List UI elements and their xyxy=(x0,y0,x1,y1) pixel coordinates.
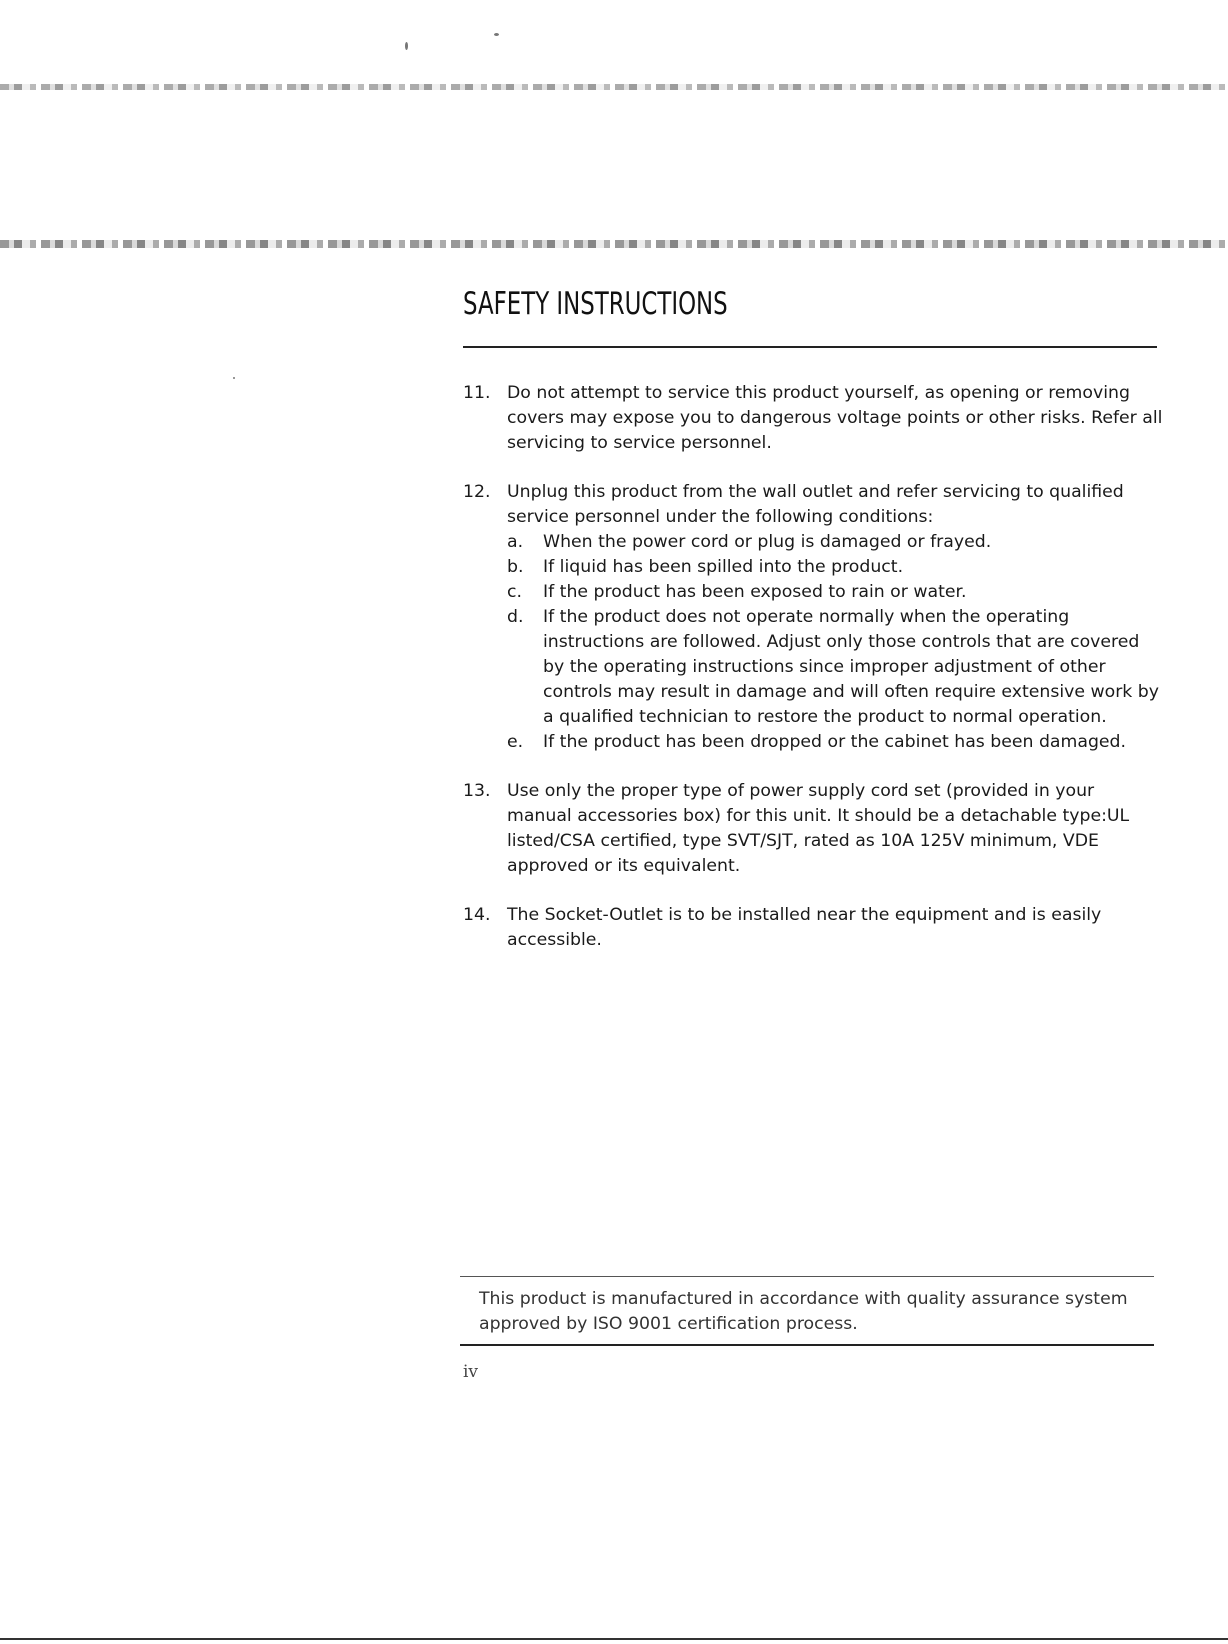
scan-speck xyxy=(233,377,235,379)
sub-item-letter: c. xyxy=(507,582,522,602)
instructions-list xyxy=(463,381,1163,977)
sub-item-text: If the product has been dropped or the cabinet has been damaged. xyxy=(543,732,1127,752)
item-text: Unplug this product from the wall outlet and refer servicing to qualified service personnel under the following conditions: xyxy=(507,482,1124,527)
sub-item xyxy=(507,580,1163,605)
sub-item-text: When the power cord or plug is damaged or frayed. xyxy=(543,532,992,552)
scan-artifact-middle xyxy=(0,240,1228,248)
sub-item xyxy=(507,530,1163,555)
sub-item xyxy=(507,730,1163,755)
scan-speck xyxy=(494,33,499,36)
bottom-divider xyxy=(0,1638,1228,1640)
item-number: 13. xyxy=(463,781,491,801)
sub-item xyxy=(507,605,1163,730)
title-divider xyxy=(463,346,1157,348)
sub-item xyxy=(507,555,1163,580)
sub-list xyxy=(507,530,1163,755)
sub-item-text: If the product does not operate normally when the operating instructions are followed. Adjust only those controls that are covered by the operating instructions since improper adjustment of other controls may result in damage and will often require extensive work by a qualified technician to restore the product to normal operation. xyxy=(543,607,1160,727)
scan-artifact-top xyxy=(0,84,1228,90)
list-item xyxy=(463,779,1163,879)
sub-item-letter: d. xyxy=(507,607,524,627)
sub-item-letter: a. xyxy=(507,532,524,552)
list-item xyxy=(463,903,1163,953)
sub-item-letter: e. xyxy=(507,732,524,752)
item-number: 14. xyxy=(463,905,491,925)
item-number: 12. xyxy=(463,482,491,502)
scan-speck xyxy=(405,42,408,50)
item-text: The Socket-Outlet is to be installed near the equipment and is easily accessible. xyxy=(507,905,1102,950)
sub-item-text: If the product has been exposed to rain or water. xyxy=(543,582,967,602)
item-number: 11. xyxy=(463,383,491,403)
page-number: iv xyxy=(463,1362,479,1382)
sub-item-text: If liquid has been spilled into the product. xyxy=(543,557,904,577)
list-item xyxy=(463,381,1163,456)
quality-notice-box xyxy=(460,1276,1154,1346)
quality-notice-text: This product is manufactured in accordance with quality assurance system approved by ISO 9001 certification process. xyxy=(479,1289,1128,1334)
item-text: Use only the proper type of power supply cord set (provided in your manual accessories box) for this unit. It should be a detachable type:UL listed/CSA certified, type SVT/SJT, rated as 10A 125V minimum, VDE approved or its equivalent. xyxy=(507,781,1130,876)
page-title: SAFETY INSTRUCTIONS xyxy=(463,286,728,322)
item-text: Do not attempt to service this product yourself, as opening or removing covers may expose you to dangerous voltage points or other risks. Refer all servicing to service personnel. xyxy=(507,383,1163,453)
list-item xyxy=(463,480,1163,755)
sub-item-letter: b. xyxy=(507,557,524,577)
